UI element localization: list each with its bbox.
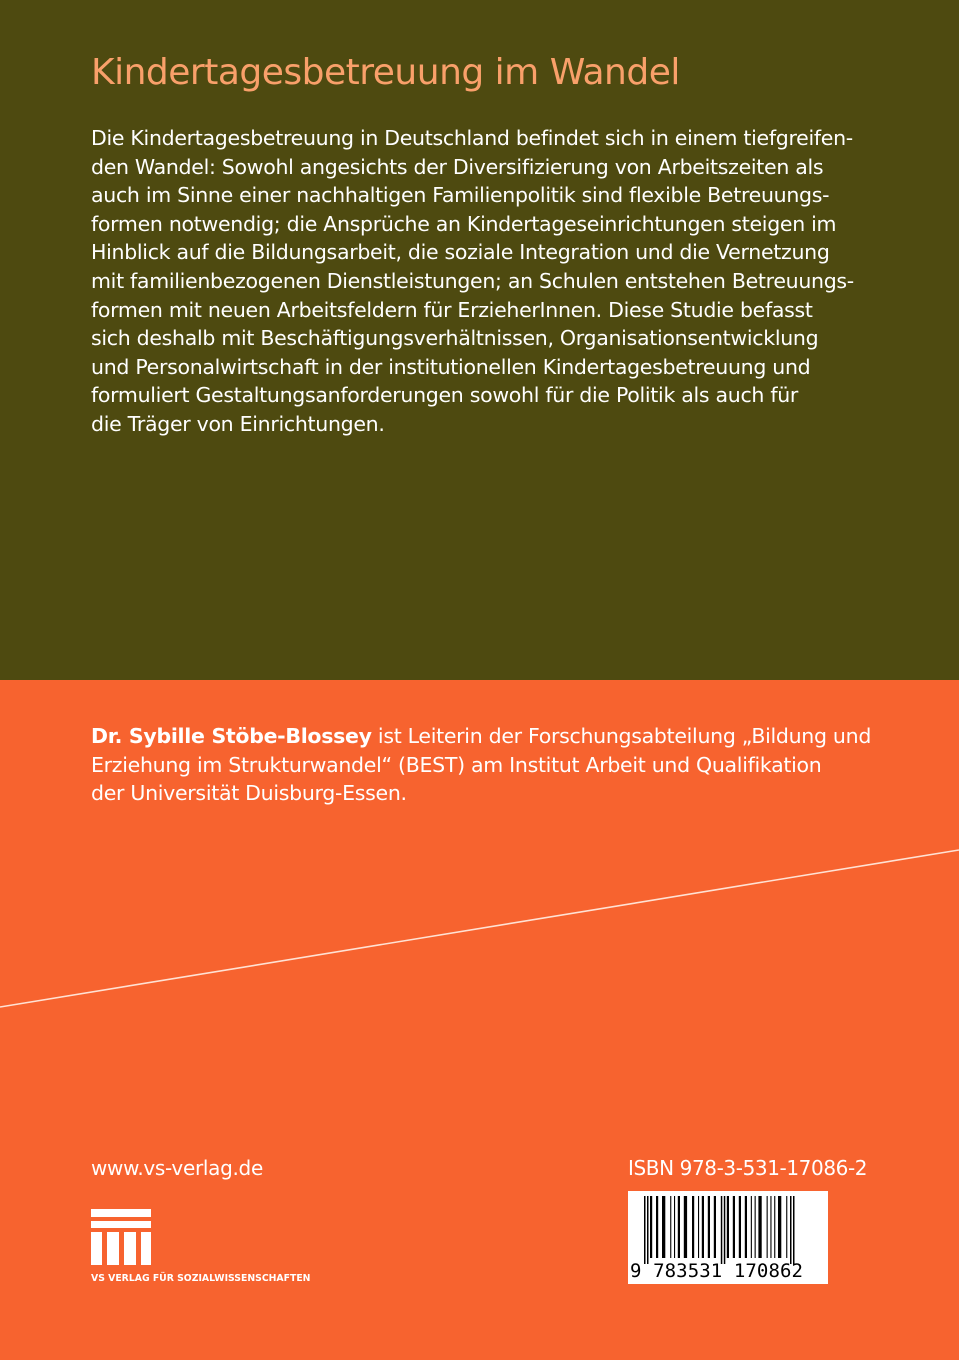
- barcode-bar: [793, 1196, 795, 1264]
- barcode-bar: [755, 1196, 756, 1258]
- barcode-bar: [739, 1196, 741, 1258]
- barcode-bar: [724, 1196, 726, 1264]
- blurb-line: formuliert Gestaltungsanforderungen sowohl für die Politik als auch für: [91, 383, 799, 408]
- book-blurb: [91, 124, 891, 439]
- barcode-bar: [650, 1196, 652, 1258]
- publisher-name: VS VERLAG FÜR SOZIALWISSENSCHAFTEN: [91, 1273, 311, 1284]
- barcode-bar: [790, 1196, 792, 1264]
- barcode-bar: [644, 1196, 646, 1264]
- barcode-bar: [727, 1196, 729, 1258]
- barcode-bar: [714, 1196, 716, 1258]
- blurb-line: formen notwendig; die Ansprüche an Kindertageseinrichtungen steigen im: [91, 211, 837, 236]
- barcode-bar: [698, 1196, 699, 1258]
- author-bio: [91, 722, 891, 808]
- barcode-bar: [647, 1196, 649, 1264]
- barcode-bar: [692, 1196, 694, 1258]
- barcode-bar: [767, 1196, 768, 1258]
- barcode-bar: [684, 1196, 687, 1258]
- blurb-line: mit familienbezogenen Dienstleistungen; an Schulen entstehen Betreuungs-: [91, 268, 854, 293]
- author-bio-line: Erziehung im Strukturwandel“ (BEST) am Institut Arbeit und Qualifikation: [91, 752, 822, 777]
- blurb-line: sich deshalb mit Beschäftigungsverhältnissen, Organisationsentwicklung: [91, 326, 819, 351]
- blurb-line: Hinblick auf die Bildungsarbeit, die soziale Integration und die Vernetzung: [91, 240, 830, 265]
- barcode-bar: [733, 1196, 735, 1258]
- barcode-bar: [774, 1196, 775, 1258]
- barcode-bar: [786, 1196, 787, 1258]
- barcode-bar: [656, 1196, 658, 1258]
- blurb-line: auch im Sinne einer nachhaltigen Familienpolitik sind flexible Betreuungs-: [91, 183, 830, 208]
- isbn-label: ISBN 978-3-531-17086-2: [628, 1156, 868, 1180]
- barcode-bar: [674, 1196, 675, 1258]
- publisher-logo-icon: [91, 1209, 151, 1265]
- blurb-line: Die Kindertagesbetreuung in Deutschland befindet sich in einem tiefgreifen-: [91, 126, 853, 150]
- blurb-line: die Träger von Einrichtungen.: [91, 411, 385, 436]
- barcode-bar: [670, 1196, 671, 1258]
- barcode-digits: 9 783531 170862: [630, 1260, 804, 1282]
- blurb-line: den Wandel: Sowohl angesichts der Diversifizierung von Arbeitszeiten als: [91, 154, 824, 179]
- blurb-line: und Personalwirtschaft in der institutionellen Kindertagesbetreuung und: [91, 354, 811, 379]
- blurb-line: formen mit neuen Arbeitsfeldern für ErzieherInnen. Diese Studie befasst: [91, 297, 813, 322]
- author-bio-line: [91, 722, 891, 751]
- barcode-bar: [758, 1196, 761, 1258]
- barcode-bar: [702, 1196, 704, 1258]
- author-bio-text: ist Leiterin der Forschungsabteilung „Bildung und: [371, 724, 872, 748]
- barcode-bar: [770, 1196, 771, 1258]
- author-name: Dr. Sybille Stöbe-Blossey: [91, 724, 372, 748]
- barcode-bar: [778, 1196, 781, 1258]
- book-title: Kindertagesbetreuung im Wandel: [91, 52, 680, 93]
- barcode-bar: [745, 1196, 747, 1258]
- barcode-bar: [721, 1196, 723, 1264]
- barcode-bar: [662, 1196, 665, 1258]
- website-link[interactable]: www.vs-verlag.de: [91, 1156, 263, 1180]
- barcode-bar: [708, 1196, 710, 1258]
- author-bio-line: der Universität Duisburg-Essen.: [91, 781, 407, 806]
- barcode-bar: [678, 1196, 680, 1258]
- isbn-barcode: [628, 1191, 828, 1284]
- barcode-bar: [751, 1196, 752, 1258]
